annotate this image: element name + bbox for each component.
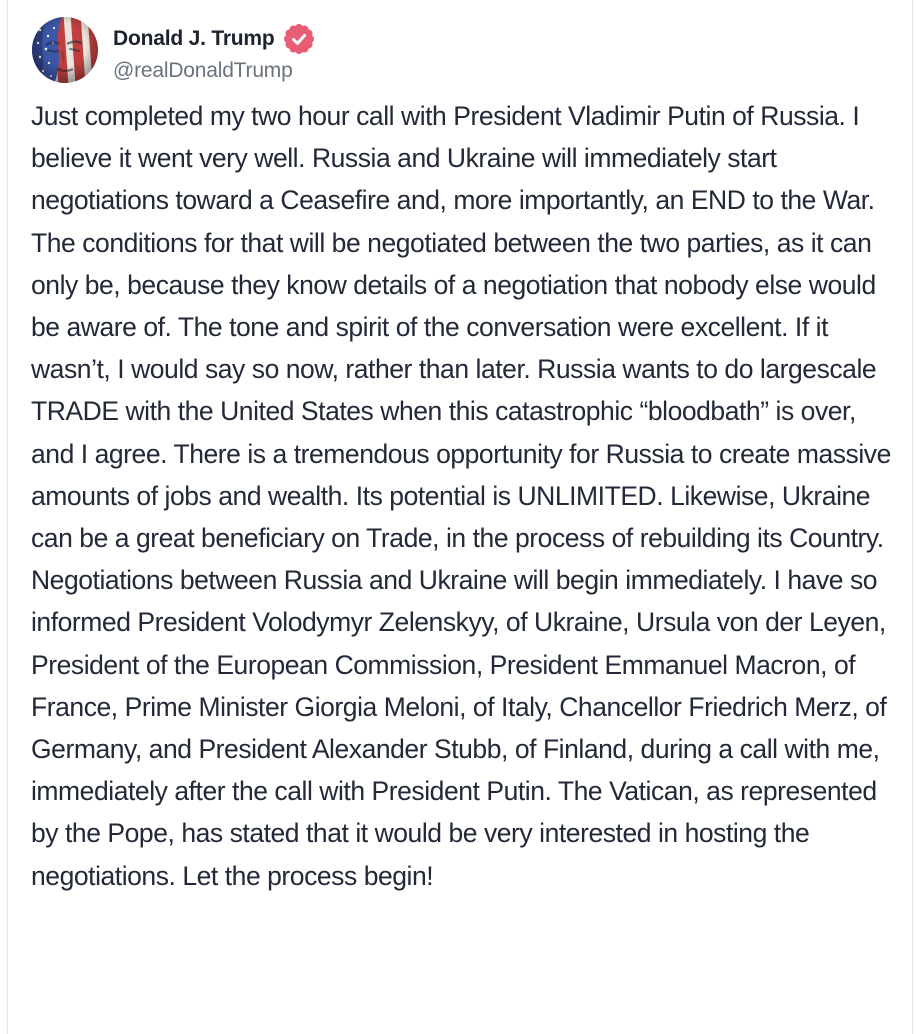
verified-badge-icon	[284, 24, 314, 54]
author-display-name[interactable]: Donald J. Trump	[113, 27, 275, 50]
author-block	[113, 16, 314, 83]
flag-painted-face-icon	[31, 16, 99, 84]
post-card	[7, 0, 913, 1034]
author-handle[interactable]: @realDonaldTrump	[113, 59, 293, 82]
author-name-row	[113, 24, 314, 54]
post-header	[31, 16, 892, 84]
post-body-text: Just completed my two hour call with President Vladimir Putin of Russia. I believe it went very well. Russia and Ukraine will immediately start negotiations toward a Ceasefire and, more importantly, an END to the War. The conditions for that will be negotiated between the two parties, as it can only be, because they know details of a negotiation that nobody else would be aware of. The tone and spirit of the conversation were excellent. If it wasn’t, I would say so now, rather than later. Russia wants to do largescale TRADE with the United States when this catastrophic “bloodbath” is over, and I agree. There is a tremendous opportunity for Russia to create massive amounts of jobs and wealth. Its potential is UNLIMITED. Likewise, Ukraine can be a great beneficiary on Trade, in the process of rebuilding its Country. Negotiations between Russia and Ukraine will begin immediately. I have so informed President Volodymyr Zelenskyy, of Ukraine, Ursula von der Leyen, President of the European Commission, President Emmanuel Macron, of France, Prime Minister Giorgia Meloni, of Italy, Chancellor Friedrich Merz, of Germany, and President Alexander Stubb, of Finland, during a call with me, immediately after the call with President Putin. The Vatican, as represented by the Pope, has stated that it would be very interested in hosting the negotiations. Let the process begin!	[31, 101, 891, 891]
author-avatar[interactable]	[31, 16, 99, 84]
